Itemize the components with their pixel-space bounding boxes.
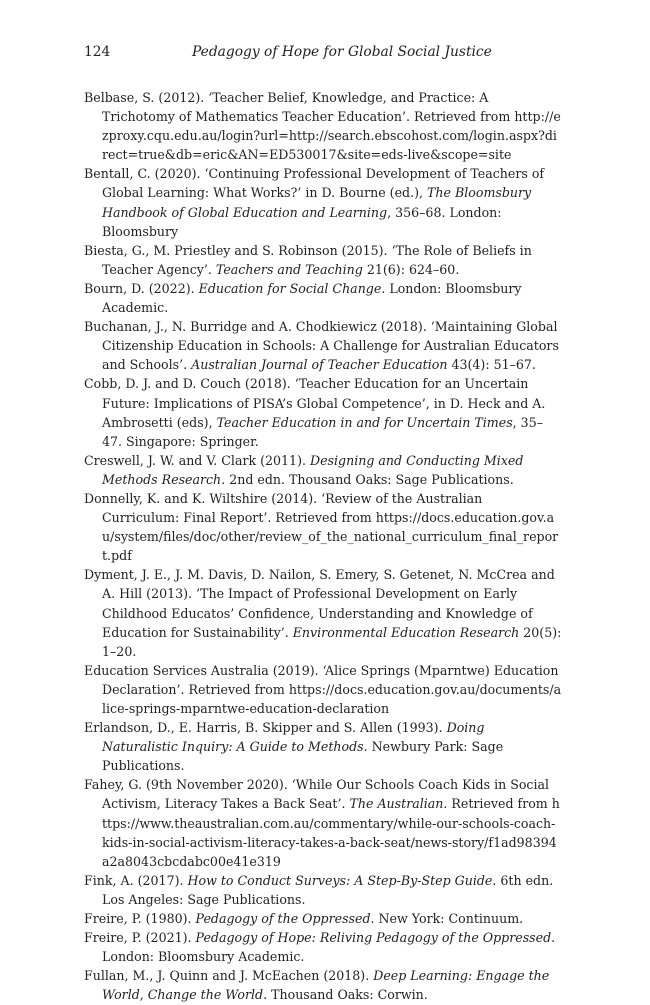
running-header [84,44,566,64]
reference-pre: Belbase, S. (2012). ‘Teacher Belief, Knowledge, and Practice: A Trichotomy of Mathematics Teacher Education’. Retrieved from [84,90,515,125]
reference-entry [84,164,562,240]
reference-pre: Biesta, G., M. Priestley and S. Robinson (2015). ‘The Role of Beliefs in Teacher Agency’. [84,242,532,277]
reference-pre: Erlandson, D., E. Harris, B. Skipper and S. Allen (1993). [84,720,447,736]
reference-entry [84,909,562,928]
reference-pre: Fullan, M., J. Quinn and J. McEachen (2018). [84,968,374,984]
reference-entry [84,661,562,718]
reference-url: https://docs.education.gov.au/system/files/doc/other/review_of_the_national_curriculum_final_report.pdf [102,510,559,564]
page-number: 124 [84,44,111,60]
reference-entry [84,718,562,775]
reference-entry [84,374,562,450]
reference-italic: Deep Learning: Engage the World, Change the World [102,968,550,1003]
reference-italic: The Australian [349,796,444,812]
reference-post: . London: Bloomsbury Academic. [102,280,522,316]
reference-post: . Retrieved from [443,796,552,812]
reference-pre: Donnelly, K. and K. Wiltshire (2014). ‘Review of the Australian Curriculum: Final Report’. Retrieved from [84,490,483,526]
reference-entry [84,966,562,1004]
reference-italic: Designing and Conducting Mixed Methods Research [102,452,524,487]
reference-italic: Teachers and Teaching [215,261,363,277]
reference-url: https://www.theaustralian.com.au/commentary/while-our-schools-coach-kids-in-social-activism-literacy-takes-a-back-seat/news-story/f1ad98394a2a8043cbcdabc00e41e319 [102,796,560,869]
reference-italic: Pedagogy of Hope: Reliving Pedagogy of the Oppressed [195,930,552,946]
reference-italic: Pedagogy of the Oppressed [195,911,371,927]
reference-post: , 356–68. London: Bloomsbury [102,204,502,239]
reference-pre: Freire, P. (1980). [84,911,196,927]
reference-pre: Fink, A. (2017). [84,872,188,888]
reference-italic: How to Conduct Surveys: A Step-By-Step Guide [187,872,493,888]
reference-post: 43(4): 51–67. [447,357,536,373]
reference-url: http://ezproxy.cqu.edu.au/login?url=http://search.ebscohost.com/login.aspx?direct=true&db=eric&AN=ED530017&site=eds-live&scope=site [102,109,561,163]
reference-post: . 2nd edn. Thousand Oaks: Sage Publications. [221,471,514,487]
reference-post: . London: Bloomsbury Academic. [102,930,556,965]
reference-list [84,88,562,1005]
reference-italic: The Bloomsbury Handbook of Global Education and Learning [102,185,532,220]
reference-pre: Bentall, C. (2020). ‘Continuing Professional Development of Teachers of Global Learning: What Works?’ in D. Bourne (ed.), [84,166,545,201]
reference-pre: Creswell, J. W. and V. Clark (2011). [84,452,310,468]
reference-post: 21(6): 624–60. [362,261,460,277]
reference-italic: Education for Social Change [198,280,382,296]
reference-entry [84,241,562,279]
reference-post: . Thousand Oaks: Corwin. [263,987,428,1003]
reference-entry [84,775,562,870]
reference-post: 20(5): 1–20. [102,624,562,659]
reference-post: . 6th edn. Los Angeles: Sage Publications. [102,872,554,907]
reference-italic: Environmental Education Research [292,624,520,640]
reference-url: https://docs.education.gov.au/documents/alice-springs-mparntwe-education-declaration [102,681,562,716]
reference-entry [84,928,562,966]
reference-entry [84,489,562,565]
reference-post: , 35–47. Singapore: Springer. [102,414,544,449]
reference-pre: Fahey, G. (9th November 2020). ‘While Our Schools Coach Kids in Social Activism, Literacy Takes a Back Seat’. [84,777,550,812]
reference-italic: Doing Naturalistic Inquiry: A Guide to Methods [102,720,485,755]
reference-pre: Buchanan, J., N. Burridge and A. Chodkiewicz (2018). ‘Maintaining Global Citizenship Education in Schools: A Challenge for Australian Educators and Schools’. [84,319,559,373]
reference-entry [84,88,562,164]
reference-entry [84,451,562,489]
reference-post: . Newbury Park: Sage Publications. [102,739,504,774]
reference-pre: Dyment, J. E., J. M. Davis, D. Nailon, S. Emery, S. Getenet, N. McCrea and A. Hill (2013). ‘The Impact of Professional Development on Early Childhood Educatos’ Confidence, Understanding and Knowledge of Education for Sustainability’. [84,567,555,640]
reference-post: . New York: Continuum. [370,911,524,927]
reference-italic: Teacher Education in and for Uncertain Times [216,414,513,430]
reference-entry [84,565,562,660]
reference-entry [84,871,562,909]
reference-pre: Freire, P. (2021). [84,930,196,946]
reference-entry [84,279,562,317]
reference-italic: Australian Journal of Teacher Education [191,357,448,373]
reference-pre: Education Services Australia (2019). ‘Alice Springs (Mparntwe) Education Declaration’. Retrieved from [84,662,559,697]
reference-entry [84,317,562,374]
running-title: Pedagogy of Hope for Global Social Justice [192,44,492,60]
reference-pre: Cobb, D. J. and D. Couch (2018). ‘Teacher Education for an Uncertain Future: Implications of PISA’s Global Competence’, in D. Heck and A. Ambrosetti (eds), [84,376,546,430]
reference-pre: Bourn, D. (2022). [84,280,199,296]
